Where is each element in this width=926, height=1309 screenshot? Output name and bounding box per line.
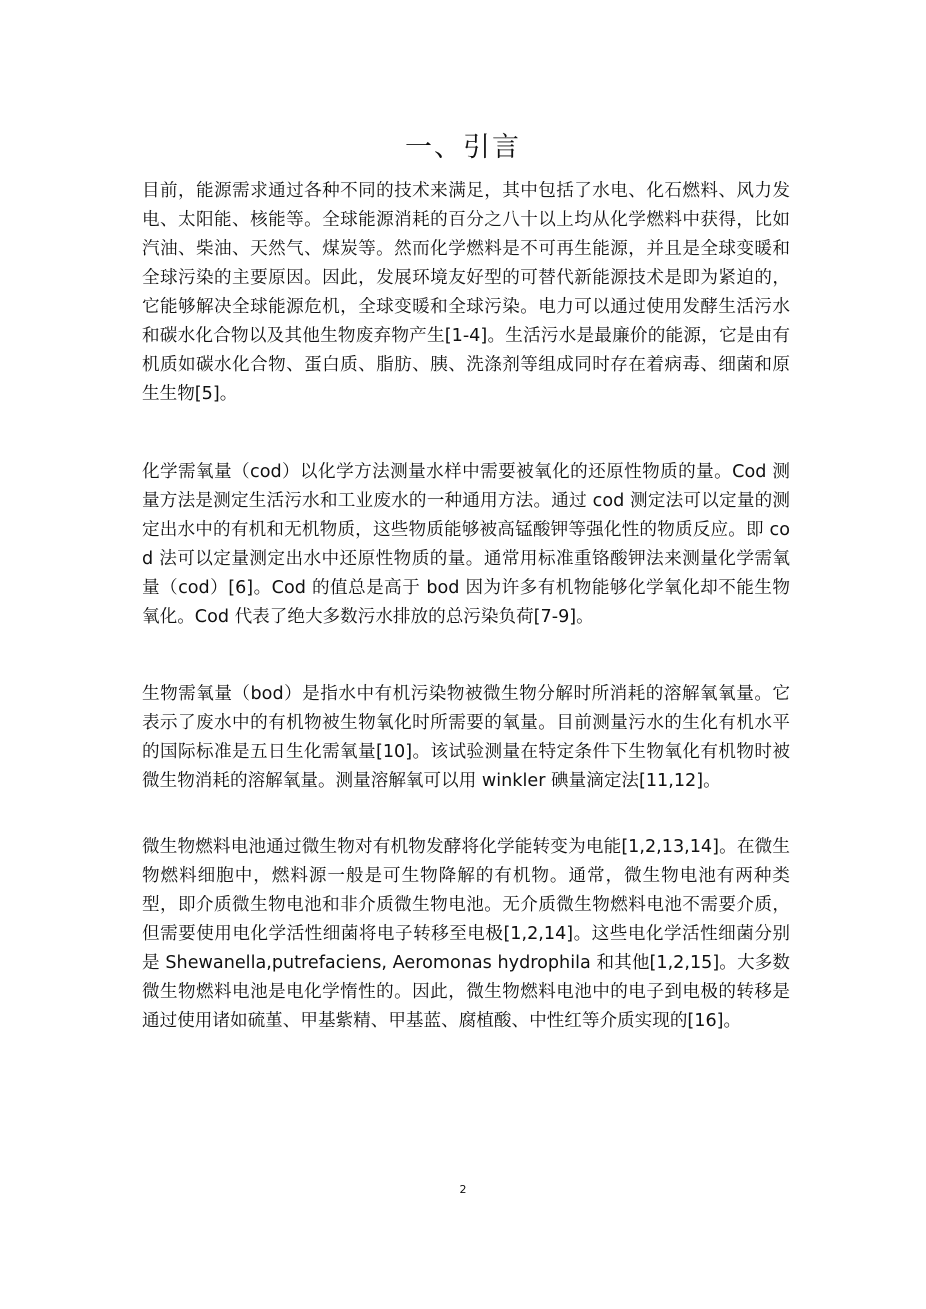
- paragraph-cod: 化学需氧量（cod）以化学方法测量水样中需要被氧化的还原性物质的量。Cod 测量方法是测定生活污水和工业废水的一种通用方法。通过 cod 测定法可以定量的测定出水中的有机和无机物质，这些物质能够被高锰酸钾等强化性的物质反应。即 cod 法可以定量测定出水中还原性物质的量。通常用标准重铬酸钾法来测量化学需氧量（cod）[6]。Cod 的值总是高于 bod 因为许多有机物能够化学氧化却不能生物氧化。Cod 代表了绝大多数污水排放的总污染负荷[7-9]。: [142, 462, 790, 627]
- page-number: 2: [459, 1183, 467, 1196]
- paragraph-mfc: 微生物燃料电池通过微生物对有机物发酵将化学能转变为电能[1,2,13,14]。在微生物燃料细胞中，燃料源一般是可生物降解的有机物。通常，微生物电池有两种类型，即介质微生物电池和非介质微生物电池。无介质微生物燃料电池不需要介质，但需要使用电化学活性细菌将电子转移至电极[1,2,14]。这些电化学活性细菌分别是 Shewanella,putrefaciens, Aeromonas hydrophila 和其他[1,2,15]。大多数微生物燃料电池是电化学惰性的。因此，微生物燃料电池中的电子到电极的转移是通过使用诸如硫堇、甲基紫精、甲基蓝、腐植酸、中性红等介质实现的[16]。: [142, 837, 790, 1031]
- section-title: 一、引言: [405, 132, 521, 164]
- paragraph-energy: 目前，能源需求通过各种不同的技术来满足，其中包括了水电、化石燃料、风力发电、太阳能、核能等。全球能源消耗的百分之八十以上均从化学燃料中获得，比如汽油、柴油、天然气、煤炭等。然而化学燃料是不可再生能源，并且是全球变暖和全球污染的主要原因。因此，发展环境友好型的可替代新能源技术是即为紧迫的，它能够解决全球能源危机，全球变暖和全球污染。电力可以通过使用发酵生活污水和碳水化合物以及其他生物废弃物产生[1-4]。生活污水是最廉价的能源，它是由有机质如碳水化合物、蛋白质、脂肪、胰、洗涤剂等组成同时存在着病毒、细菌和原生生物[5]。: [142, 181, 790, 404]
- paragraph-bod: 生物需氧量（bod）是指水中有机污染物被微生物分解时所消耗的溶解氧氧量。它表示了废水中的有机物被生物氧化时所需要的氧量。目前测量污水的生化有机水平的国际标准是五日生化需氧量[10]。该试验测量在特定条件下生物氧化有机物时被微生物消耗的溶解氧量。测量溶解氧可以用 winkler 碘量滴定法[11,12]。: [142, 684, 790, 791]
